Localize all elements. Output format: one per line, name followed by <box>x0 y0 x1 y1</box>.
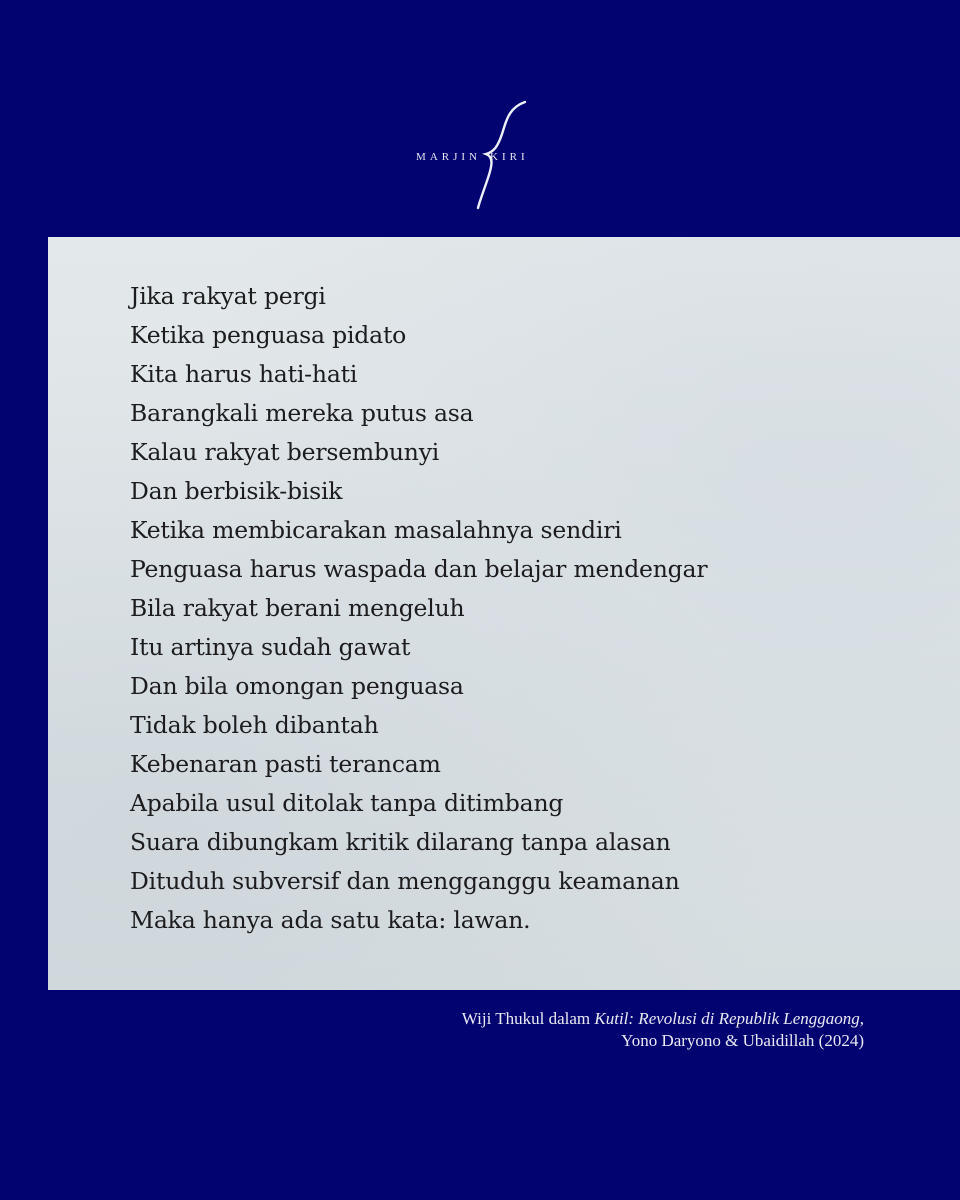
poem-line: Dituduh subversif dan mengganggu keamanan <box>130 867 680 895</box>
poem <box>130 277 707 940</box>
attribution-caption <box>462 1008 864 1052</box>
poem-line: Itu artinya sudah gawat <box>130 633 411 661</box>
poem-line: Penguasa harus waspada dan belajar mendengar <box>130 555 708 583</box>
logo-text-right: KIRI <box>490 151 529 163</box>
book-title: Kutil: Revolusi di Republik Lenggaong <box>594 1009 860 1028</box>
poem-line: Bila rakyat berani mengeluh <box>130 594 465 622</box>
poem-line: Maka hanya ada satu kata: lawan. <box>130 906 531 934</box>
poem-line: Dan berbisik-bisik <box>130 477 343 505</box>
caption-prefix: Wiji Thukul dalam <box>461 1009 595 1028</box>
poem-line: Tidak boleh dibantah <box>130 711 379 739</box>
caption-line-1 <box>462 1008 864 1030</box>
book-page-photo <box>48 237 960 990</box>
poem-line: Suara dibungkam kritik dilarang tanpa alasan <box>130 828 671 856</box>
poem-line: Barangkali mereka putus asa <box>130 399 474 427</box>
poem-line: Kebenaran pasti terancam <box>130 750 441 778</box>
poem-line: Kita harus hati-hati <box>130 360 358 388</box>
publisher-logo <box>380 100 580 210</box>
poem-line: Apabila usul ditolak tanpa ditimbang <box>130 789 564 817</box>
poem-line: Ketika membicarakan masalahnya sendiri <box>130 516 622 544</box>
logo-text-left: MARJIN <box>416 151 481 163</box>
caption-suffix: , <box>859 1009 864 1028</box>
poem-line: Kalau rakyat bersembunyi <box>130 438 440 466</box>
caption-line-2: Yono Daryono & Ubaidillah (2024) <box>621 1031 864 1050</box>
poem-line: Dan bila omongan penguasa <box>130 672 464 700</box>
poem-line: Jika rakyat pergi <box>130 282 326 310</box>
poem-line: Ketika penguasa pidato <box>130 321 407 349</box>
